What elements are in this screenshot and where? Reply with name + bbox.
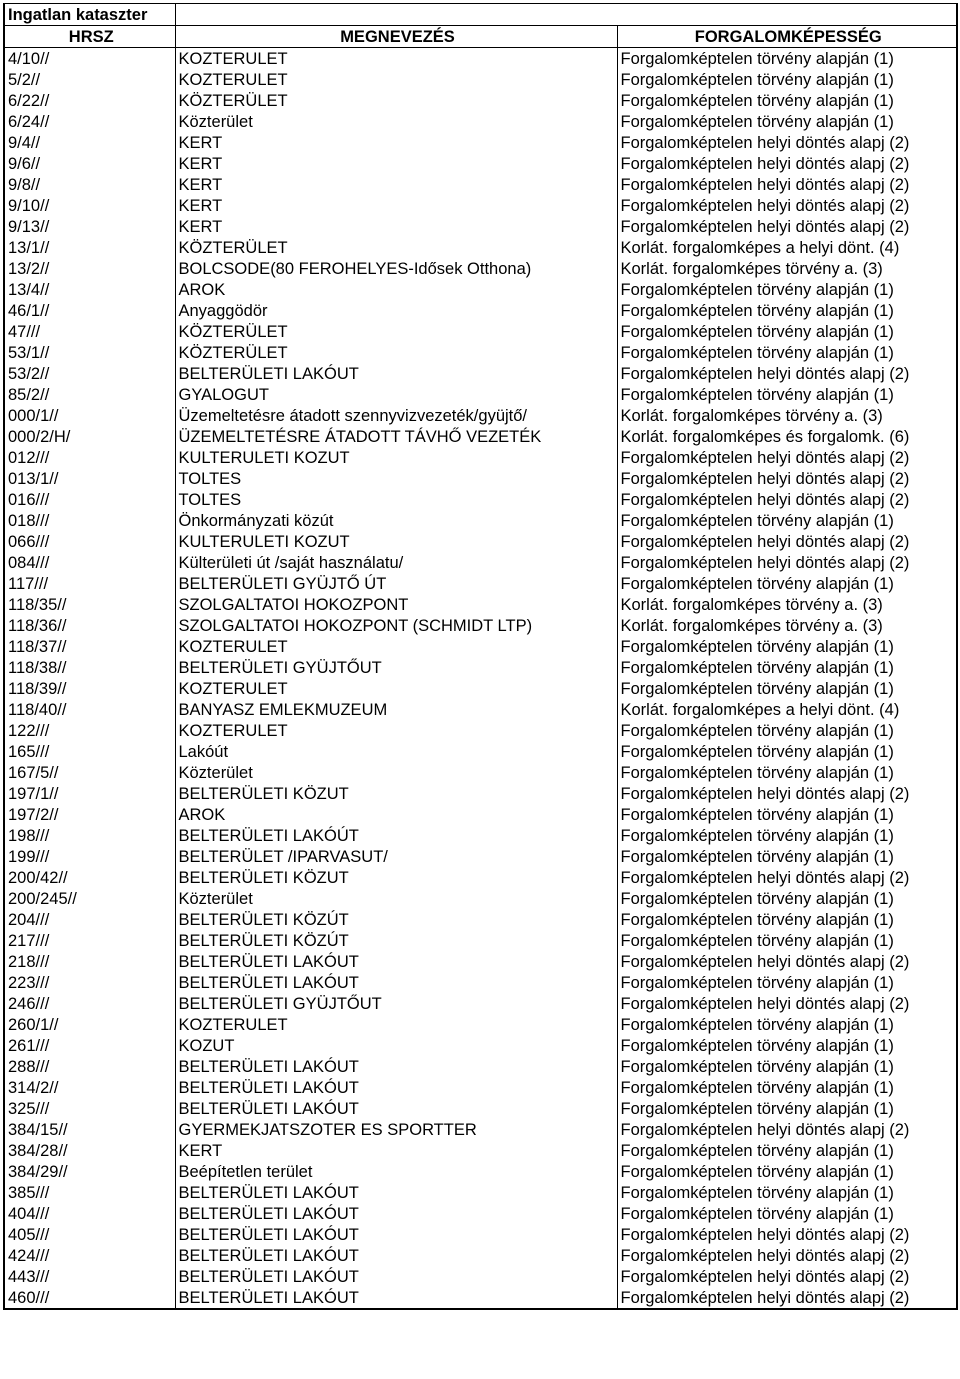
cell-hrsz: 5/2// [4, 69, 175, 90]
cell-forgalomkepesseg: Forgalomképtelen törvény alapján (1) [617, 825, 957, 846]
cell-hrsz: 4/10// [4, 48, 175, 70]
table-row [4, 48, 957, 70]
cell-hrsz: 197/1// [4, 783, 175, 804]
cell-megnevezes: Anyaggödör [175, 300, 617, 321]
cell-megnevezes: ÜZEMELTETÉSRE ÁTADOTT TÁVHŐ VEZETÉK [175, 426, 617, 447]
table-row [4, 909, 957, 930]
cell-forgalomkepesseg: Korlát. forgalomképes és forgalomk. (6) [617, 426, 957, 447]
cell-hrsz: 261/// [4, 1035, 175, 1056]
table-body [4, 48, 957, 1310]
table-row [4, 930, 957, 951]
cell-megnevezes: BELTERÜLETI LAKÓUT [175, 1287, 617, 1309]
cell-hrsz: 118/38// [4, 657, 175, 678]
cell-megnevezes: BELTERÜLETI KÖZUT [175, 867, 617, 888]
cell-hrsz: 385/// [4, 1182, 175, 1203]
cell-hrsz: 118/35// [4, 594, 175, 615]
cell-hrsz: 260/1// [4, 1014, 175, 1035]
table-row [4, 972, 957, 993]
cell-megnevezes: Közterület [175, 762, 617, 783]
table-row [4, 279, 957, 300]
cell-forgalomkepesseg: Forgalomképtelen törvény alapján (1) [617, 510, 957, 531]
cell-megnevezes: KERT [175, 195, 617, 216]
table-row [4, 1098, 957, 1119]
cell-megnevezes: BELTERÜLETI LAKÓUT [175, 1266, 617, 1287]
table-row [4, 699, 957, 720]
cell-hrsz: 314/2// [4, 1077, 175, 1098]
cell-hrsz: 223/// [4, 972, 175, 993]
table-row [4, 1077, 957, 1098]
cell-megnevezes: BELTERÜLETI GYÜJTŐUT [175, 657, 617, 678]
table-row [4, 888, 957, 909]
table-row [4, 993, 957, 1014]
table-row [4, 384, 957, 405]
cell-megnevezes: BANYASZ EMLEKMUZEUM [175, 699, 617, 720]
table-row [4, 174, 957, 195]
table-row [4, 1245, 957, 1266]
cell-hrsz: 118/37// [4, 636, 175, 657]
cell-megnevezes: Önkormányzati közút [175, 510, 617, 531]
cell-megnevezes: KOZTERULET [175, 678, 617, 699]
cell-megnevezes: SZOLGALTATOI HOKOZPONT [175, 594, 617, 615]
cell-forgalomkepesseg: Forgalomképtelen törvény alapján (1) [617, 1077, 957, 1098]
table-row [4, 1119, 957, 1140]
cell-hrsz: 46/1// [4, 300, 175, 321]
cell-hrsz: 13/1// [4, 237, 175, 258]
table-row [4, 510, 957, 531]
table-row [4, 1014, 957, 1035]
cell-megnevezes: BELTERÜLET /IPARVASUT/ [175, 846, 617, 867]
cell-hrsz: 53/2// [4, 363, 175, 384]
cell-forgalomkepesseg: Forgalomképtelen törvény alapján (1) [617, 111, 957, 132]
cell-forgalomkepesseg: Forgalomképtelen törvény alapján (1) [617, 573, 957, 594]
table-row [4, 1056, 957, 1077]
cell-forgalomkepesseg: Forgalomképtelen törvény alapján (1) [617, 1140, 957, 1161]
table-row [4, 783, 957, 804]
header-row [4, 26, 957, 48]
table-row [4, 1224, 957, 1245]
cell-megnevezes: KOZTERULET [175, 720, 617, 741]
cell-hrsz: 122/// [4, 720, 175, 741]
cell-megnevezes: BELTERÜLETI LAKÓUT [175, 1182, 617, 1203]
table-row [4, 1182, 957, 1203]
cell-hrsz: 9/6// [4, 153, 175, 174]
cell-forgalomkepesseg: Korlát. forgalomképes a helyi dönt. (4) [617, 699, 957, 720]
cell-forgalomkepesseg: Forgalomképtelen törvény alapján (1) [617, 909, 957, 930]
cell-megnevezes: BELTERÜLETI LAKÓUT [175, 1224, 617, 1245]
cell-hrsz: 165/// [4, 741, 175, 762]
cadastre-table [3, 3, 958, 1310]
cell-forgalomkepesseg: Forgalomképtelen törvény alapján (1) [617, 1098, 957, 1119]
cell-megnevezes: KOZTERULET [175, 636, 617, 657]
cell-megnevezes: BELTERÜLETI GYÜJTŐ ÚT [175, 573, 617, 594]
cell-megnevezes: Beépítetlen terület [175, 1161, 617, 1182]
cell-forgalomkepesseg: Forgalomképtelen helyi döntés alapj (2) [617, 1266, 957, 1287]
cell-forgalomkepesseg: Forgalomképtelen helyi döntés alapj (2) [617, 1245, 957, 1266]
cell-forgalomkepesseg: Korlát. forgalomképes törvény a. (3) [617, 615, 957, 636]
cell-megnevezes: AROK [175, 279, 617, 300]
cell-megnevezes: BELTERÜLETI KÖZÚT [175, 909, 617, 930]
cell-megnevezes: KOZUT [175, 1035, 617, 1056]
cell-forgalomkepesseg: Forgalomképtelen törvény alapján (1) [617, 69, 957, 90]
cell-forgalomkepesseg: Forgalomképtelen törvény alapján (1) [617, 888, 957, 909]
cell-megnevezes: Lakóút [175, 741, 617, 762]
cell-hrsz: 384/15// [4, 1119, 175, 1140]
cell-megnevezes: KERT [175, 216, 617, 237]
cell-hrsz: 013/1// [4, 468, 175, 489]
cell-hrsz: 13/2// [4, 258, 175, 279]
table-row [4, 363, 957, 384]
table-row [4, 552, 957, 573]
cell-megnevezes: Külterületi út /saját használatu/ [175, 552, 617, 573]
column-header-forgalomkepesseg: FORGALOMKÉPESSÉG [617, 26, 957, 48]
cell-forgalomkepesseg: Forgalomképtelen törvény alapján (1) [617, 804, 957, 825]
sheet-title: Ingatlan kataszter [4, 4, 175, 26]
cell-hrsz: 405/// [4, 1224, 175, 1245]
cell-forgalomkepesseg: Forgalomképtelen törvény alapján (1) [617, 1203, 957, 1224]
cell-forgalomkepesseg: Forgalomképtelen törvény alapján (1) [617, 657, 957, 678]
table-row [4, 321, 957, 342]
cell-hrsz: 9/10// [4, 195, 175, 216]
cell-megnevezes: Közterület [175, 111, 617, 132]
table-row [4, 426, 957, 447]
table-row [4, 825, 957, 846]
table-row [4, 69, 957, 90]
cell-hrsz: 000/1// [4, 405, 175, 426]
cell-forgalomkepesseg: Forgalomképtelen törvény alapján (1) [617, 720, 957, 741]
cell-hrsz: 9/8// [4, 174, 175, 195]
cell-megnevezes: TOLTES [175, 489, 617, 510]
cell-megnevezes: KULTERULETI KOZUT [175, 447, 617, 468]
table-row [4, 447, 957, 468]
cell-forgalomkepesseg: Forgalomképtelen törvény alapján (1) [617, 678, 957, 699]
cell-hrsz: 200/245// [4, 888, 175, 909]
cell-hrsz: 9/13// [4, 216, 175, 237]
table-row [4, 216, 957, 237]
table-row [4, 867, 957, 888]
table-row [4, 1287, 957, 1309]
cell-forgalomkepesseg: Forgalomképtelen helyi döntés alapj (2) [617, 1224, 957, 1245]
table-row [4, 741, 957, 762]
cell-megnevezes: BOLCSODE(80 FEROHELYES-Idősek Otthona) [175, 258, 617, 279]
cell-megnevezes: KÖZTERÜLET [175, 90, 617, 111]
cell-hrsz: 217/// [4, 930, 175, 951]
table-row [4, 615, 957, 636]
cell-forgalomkepesseg: Korlát. forgalomképes a helyi dönt. (4) [617, 237, 957, 258]
cell-hrsz: 118/40// [4, 699, 175, 720]
cell-forgalomkepesseg: Forgalomképtelen törvény alapján (1) [617, 741, 957, 762]
cell-forgalomkepesseg: Forgalomképtelen helyi döntés alapj (2) [617, 195, 957, 216]
cell-hrsz: 246/// [4, 993, 175, 1014]
cell-hrsz: 018/// [4, 510, 175, 531]
table-row [4, 195, 957, 216]
cell-megnevezes: GYALOGUT [175, 384, 617, 405]
cell-forgalomkepesseg: Korlát. forgalomképes törvény a. (3) [617, 405, 957, 426]
cell-hrsz: 6/24// [4, 111, 175, 132]
cell-hrsz: 000/2/H/ [4, 426, 175, 447]
cell-forgalomkepesseg: Forgalomképtelen törvény alapján (1) [617, 342, 957, 363]
table-row [4, 678, 957, 699]
title-row-empty-cells [175, 4, 957, 26]
cell-forgalomkepesseg: Forgalomképtelen helyi döntés alapj (2) [617, 363, 957, 384]
cell-megnevezes: Közterület [175, 888, 617, 909]
cell-hrsz: 167/5// [4, 762, 175, 783]
cell-hrsz: 204/// [4, 909, 175, 930]
cell-forgalomkepesseg: Forgalomképtelen törvény alapján (1) [617, 846, 957, 867]
table-row [4, 762, 957, 783]
cell-megnevezes: KERT [175, 174, 617, 195]
cell-megnevezes: BELTERÜLETI LAKÓUT [175, 972, 617, 993]
cell-hrsz: 288/// [4, 1056, 175, 1077]
cell-hrsz: 198/// [4, 825, 175, 846]
table-row [4, 489, 957, 510]
cell-forgalomkepesseg: Forgalomképtelen törvény alapján (1) [617, 1182, 957, 1203]
table-row [4, 111, 957, 132]
cell-megnevezes: KÖZTERÜLET [175, 342, 617, 363]
cell-hrsz: 384/29// [4, 1161, 175, 1182]
cell-megnevezes: BELTERÜLETI LAKÓÚT [175, 825, 617, 846]
cell-megnevezes: BELTERÜLETI LAKÓUT [175, 1077, 617, 1098]
cell-forgalomkepesseg: Forgalomképtelen helyi döntés alapj (2) [617, 468, 957, 489]
cell-forgalomkepesseg: Forgalomképtelen törvény alapján (1) [617, 1014, 957, 1035]
cell-megnevezes: SZOLGALTATOI HOKOZPONT (SCHMIDT LTP) [175, 615, 617, 636]
cell-megnevezes: BELTERÜLETI KÖZUT [175, 783, 617, 804]
table-row [4, 531, 957, 552]
cell-megnevezes: KÖZTERÜLET [175, 321, 617, 342]
cell-megnevezes: BELTERÜLETI LAKÓUT [175, 951, 617, 972]
column-header-megnevezes: MEGNEVEZÉS [175, 26, 617, 48]
cell-hrsz: 47/// [4, 321, 175, 342]
cell-hrsz: 200/42// [4, 867, 175, 888]
table-row [4, 258, 957, 279]
cell-hrsz: 012/// [4, 447, 175, 468]
cell-megnevezes: BELTERÜLETI LAKÓUT [175, 1203, 617, 1224]
cell-megnevezes: AROK [175, 804, 617, 825]
cell-hrsz: 404/// [4, 1203, 175, 1224]
cell-hrsz: 424/// [4, 1245, 175, 1266]
table-row [4, 1266, 957, 1287]
column-header-hrsz: HRSZ [4, 26, 175, 48]
cell-hrsz: 460/// [4, 1287, 175, 1309]
table-row [4, 1035, 957, 1056]
cell-forgalomkepesseg: Forgalomképtelen helyi döntés alapj (2) [617, 216, 957, 237]
table-row [4, 1140, 957, 1161]
cell-megnevezes: BELTERÜLETI KÖZÚT [175, 930, 617, 951]
cell-megnevezes: KOZTERULET [175, 1014, 617, 1035]
cell-megnevezes: Üzemeltetésre átadott szennyvizvezeték/gyüjtő/ [175, 405, 617, 426]
table-row [4, 657, 957, 678]
cell-hrsz: 118/36// [4, 615, 175, 636]
table-row [4, 636, 957, 657]
cell-forgalomkepesseg: Forgalomképtelen helyi döntés alapj (2) [617, 489, 957, 510]
cell-forgalomkepesseg: Forgalomképtelen törvény alapján (1) [617, 930, 957, 951]
table-row [4, 573, 957, 594]
cell-forgalomkepesseg: Forgalomképtelen helyi döntés alapj (2) [617, 1119, 957, 1140]
cell-forgalomkepesseg: Forgalomképtelen helyi döntés alapj (2) [617, 951, 957, 972]
cell-hrsz: 118/39// [4, 678, 175, 699]
cell-forgalomkepesseg: Forgalomképtelen törvény alapján (1) [617, 279, 957, 300]
cell-forgalomkepesseg: Forgalomképtelen törvény alapján (1) [617, 90, 957, 111]
cell-hrsz: 9/4// [4, 132, 175, 153]
cell-forgalomkepesseg: Forgalomképtelen törvény alapján (1) [617, 762, 957, 783]
cell-hrsz: 384/28// [4, 1140, 175, 1161]
cell-megnevezes: BELTERÜLETI LAKÓUT [175, 363, 617, 384]
cell-megnevezes: BELTERÜLETI LAKÓUT [175, 1056, 617, 1077]
cell-forgalomkepesseg: Forgalomképtelen törvény alapján (1) [617, 636, 957, 657]
cell-megnevezes: BELTERÜLETI GYÜJTŐUT [175, 993, 617, 1014]
cell-megnevezes: GYERMEKJATSZOTER ES SPORTTER [175, 1119, 617, 1140]
table-row [4, 594, 957, 615]
cell-hrsz: 443/// [4, 1266, 175, 1287]
cell-forgalomkepesseg: Forgalomképtelen törvény alapján (1) [617, 300, 957, 321]
cell-forgalomkepesseg: Forgalomképtelen törvény alapján (1) [617, 321, 957, 342]
cell-hrsz: 016/// [4, 489, 175, 510]
table-row [4, 1161, 957, 1182]
cell-forgalomkepesseg: Forgalomképtelen törvény alapján (1) [617, 48, 957, 70]
cell-forgalomkepesseg: Forgalomképtelen törvény alapján (1) [617, 1056, 957, 1077]
cell-hrsz: 084/// [4, 552, 175, 573]
cell-forgalomkepesseg: Forgalomképtelen helyi döntés alapj (2) [617, 993, 957, 1014]
cell-forgalomkepesseg: Korlát. forgalomképes törvény a. (3) [617, 594, 957, 615]
table-row [4, 468, 957, 489]
cell-megnevezes: KERT [175, 1140, 617, 1161]
cell-megnevezes: BELTERÜLETI LAKÓUT [175, 1098, 617, 1119]
cell-megnevezes: KOZTERULET [175, 48, 617, 70]
cell-forgalomkepesseg: Forgalomképtelen helyi döntés alapj (2) [617, 447, 957, 468]
cell-hrsz: 199/// [4, 846, 175, 867]
cell-forgalomkepesseg: Forgalomképtelen helyi döntés alapj (2) [617, 783, 957, 804]
table-row [4, 342, 957, 363]
title-row [4, 4, 957, 26]
cell-hrsz: 85/2// [4, 384, 175, 405]
table-row [4, 132, 957, 153]
cell-megnevezes: KÖZTERÜLET [175, 237, 617, 258]
cell-forgalomkepesseg: Forgalomképtelen törvény alapján (1) [617, 1035, 957, 1056]
cell-hrsz: 218/// [4, 951, 175, 972]
cell-hrsz: 6/22// [4, 90, 175, 111]
cell-forgalomkepesseg: Forgalomképtelen helyi döntés alapj (2) [617, 132, 957, 153]
table-row [4, 90, 957, 111]
cell-megnevezes: BELTERÜLETI LAKÓUT [175, 1245, 617, 1266]
cell-forgalomkepesseg: Korlát. forgalomképes törvény a. (3) [617, 258, 957, 279]
table-row [4, 300, 957, 321]
cell-forgalomkepesseg: Forgalomképtelen törvény alapján (1) [617, 972, 957, 993]
cell-hrsz: 197/2// [4, 804, 175, 825]
cell-megnevezes: TOLTES [175, 468, 617, 489]
cell-hrsz: 117/// [4, 573, 175, 594]
cell-hrsz: 325/// [4, 1098, 175, 1119]
table-row [4, 153, 957, 174]
table-row [4, 405, 957, 426]
cell-hrsz: 066/// [4, 531, 175, 552]
cell-megnevezes: KERT [175, 153, 617, 174]
cell-forgalomkepesseg: Forgalomképtelen helyi döntés alapj (2) [617, 1287, 957, 1309]
cell-hrsz: 53/1// [4, 342, 175, 363]
cell-forgalomkepesseg: Forgalomképtelen törvény alapján (1) [617, 384, 957, 405]
cell-megnevezes: KOZTERULET [175, 69, 617, 90]
cell-hrsz: 13/4// [4, 279, 175, 300]
cell-forgalomkepesseg: Forgalomképtelen helyi döntés alapj (2) [617, 531, 957, 552]
cell-forgalomkepesseg: Forgalomképtelen törvény alapján (1) [617, 1161, 957, 1182]
cell-forgalomkepesseg: Forgalomképtelen helyi döntés alapj (2) [617, 552, 957, 573]
cell-megnevezes: KERT [175, 132, 617, 153]
cell-forgalomkepesseg: Forgalomképtelen helyi döntés alapj (2) [617, 153, 957, 174]
table-row [4, 237, 957, 258]
table-row [4, 804, 957, 825]
table-row [4, 720, 957, 741]
cell-forgalomkepesseg: Forgalomképtelen helyi döntés alapj (2) [617, 174, 957, 195]
table-row [4, 1203, 957, 1224]
table-row [4, 846, 957, 867]
cell-megnevezes: KULTERULETI KOZUT [175, 531, 617, 552]
cell-forgalomkepesseg: Forgalomképtelen helyi döntés alapj (2) [617, 867, 957, 888]
table-row [4, 951, 957, 972]
